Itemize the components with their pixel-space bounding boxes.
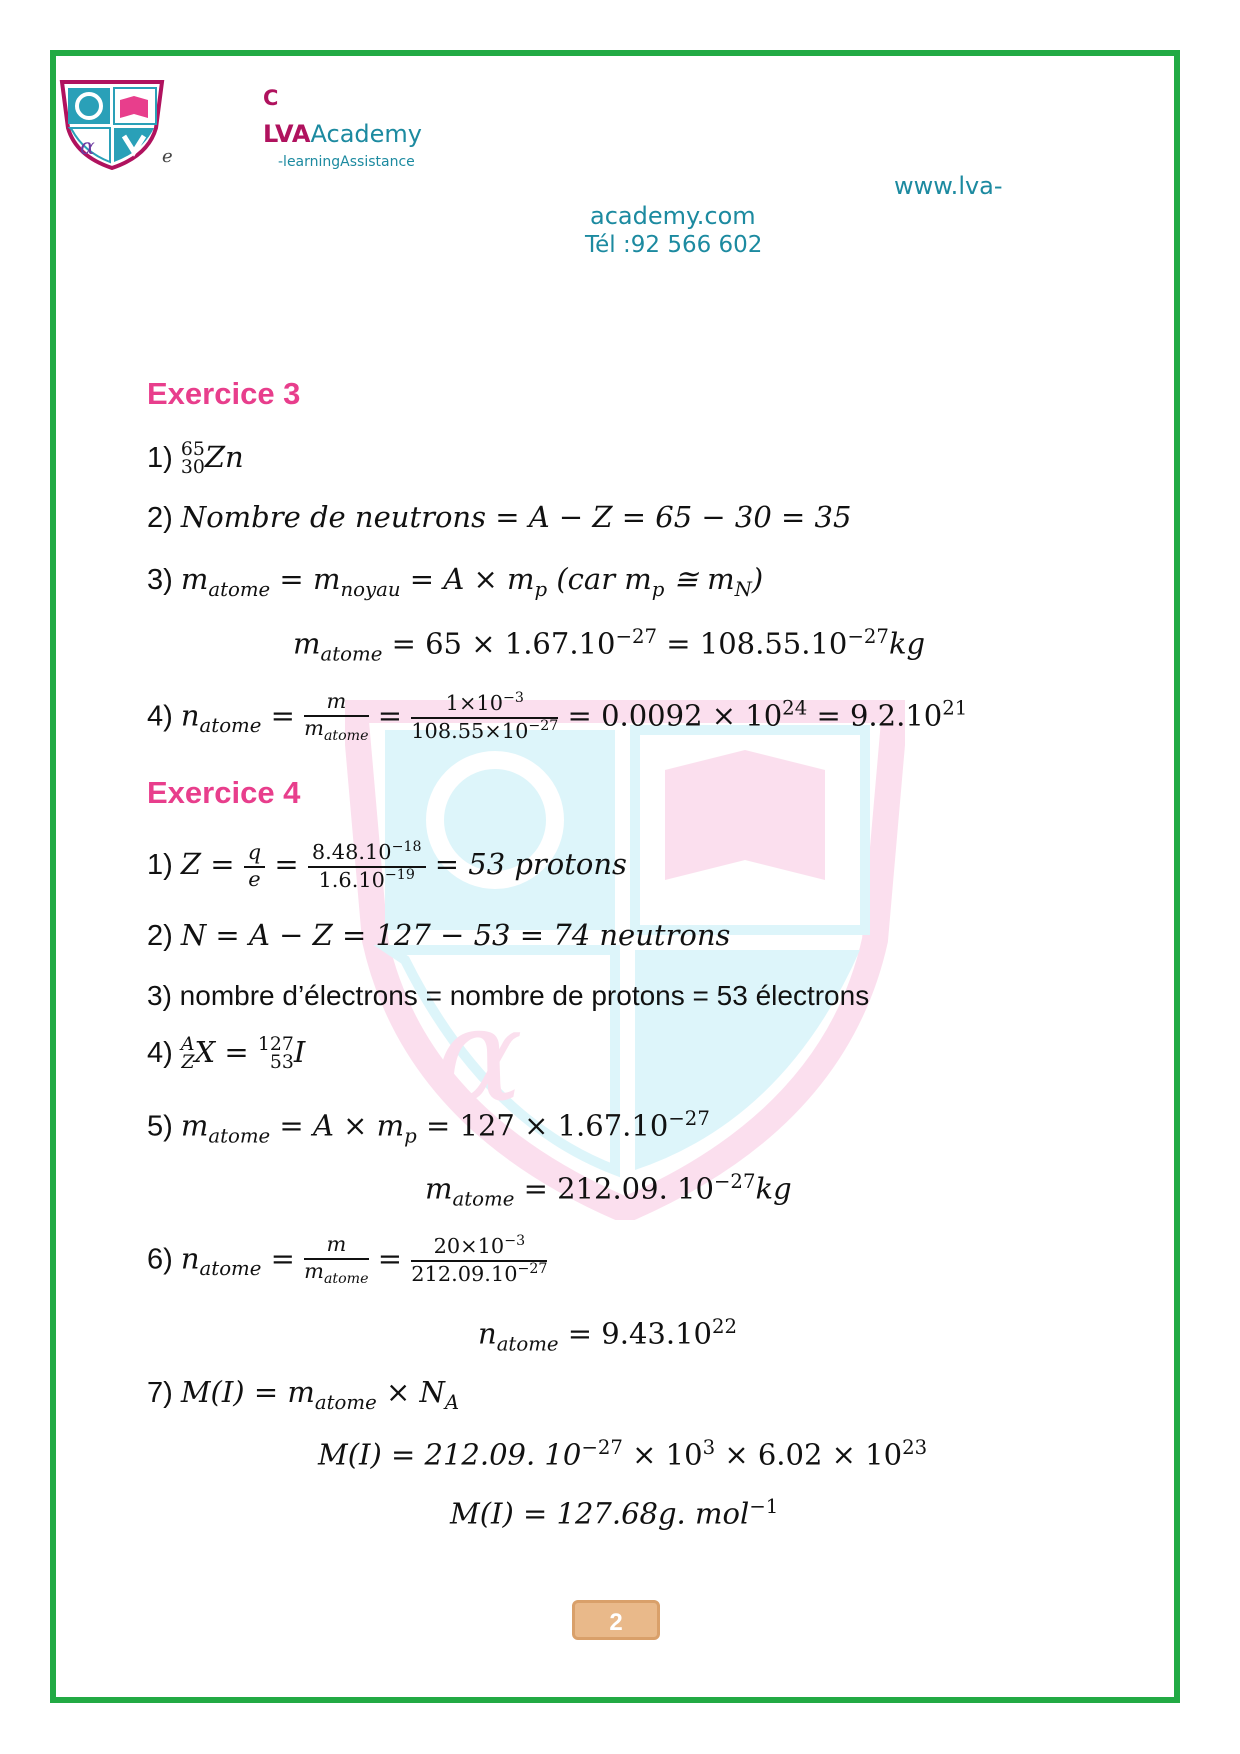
ex4-q5b-exp: −27 bbox=[713, 1170, 756, 1193]
ex4-q1-prefix: 1) bbox=[147, 848, 181, 881]
website-part2: academy.com bbox=[590, 202, 756, 230]
ex4-q6-lhs: n bbox=[180, 1241, 200, 1276]
phone-number: Tél :92 566 602 bbox=[585, 232, 763, 258]
ex3-q2 bbox=[147, 500, 851, 535]
ex4-q7-m: m bbox=[287, 1375, 315, 1409]
ex3-q4-lhs-sub: atome bbox=[199, 714, 262, 738]
ex4-q1-frac1-bot: e bbox=[248, 866, 261, 891]
ex4-q5-lhs: m bbox=[180, 1108, 209, 1143]
ex3-q4-res2: = 9.2.10 bbox=[807, 698, 943, 733]
ex4-q3: 3) nombre d’électrons = nombre de protons = 53 électrons bbox=[147, 980, 870, 1011]
ex3-q3-lhs-sub: atome bbox=[208, 577, 271, 601]
ex3-q3-approx: ≅ m bbox=[664, 562, 735, 596]
ex4-q2 bbox=[147, 918, 730, 953]
ex4-q6b-lhs-sub: atome bbox=[496, 1332, 559, 1356]
ex4-q7b-text: M(I) = 212.09. 10 bbox=[318, 1437, 582, 1472]
ex4-q1-frac1 bbox=[244, 841, 265, 891]
ex4-q6-frac1-bot-sub: atome bbox=[323, 1271, 369, 1288]
ex3-q3-paren: (car m bbox=[547, 562, 652, 596]
ex4-q7c-text: M(I) = 127.68 bbox=[450, 1496, 658, 1531]
ex4-q5b-text: = 212.09. 10 bbox=[514, 1171, 714, 1206]
ex3-q4-frac2 bbox=[411, 691, 558, 743]
ex3-q3-eq1: = m bbox=[270, 562, 341, 596]
ex4-q5-p-sub: p bbox=[404, 1124, 417, 1148]
ex4-q5-lhs-sub: atome bbox=[208, 1124, 271, 1148]
ex3-q3b-exp1: −27 bbox=[615, 625, 658, 648]
ex3-q4-frac2-bot: 108.55×10 bbox=[411, 719, 529, 744]
ex4-q1-frac2-top: 8.48.10 bbox=[311, 839, 392, 864]
ex3-q3-eq2: = A × m bbox=[400, 562, 535, 596]
ex4-q7-prefix: 7) bbox=[147, 1377, 181, 1409]
svg-text:α: α bbox=[80, 135, 95, 160]
ex3-q3b bbox=[293, 625, 925, 665]
brand-letter-c: C bbox=[263, 86, 279, 110]
ex4-q1-frac1-top: q bbox=[244, 841, 265, 868]
ex3-q4-res2-exp: 21 bbox=[942, 696, 968, 720]
ex4-q6-frac1-bot: m bbox=[304, 1258, 324, 1283]
ex3-q4-frac1-bot: m bbox=[304, 715, 324, 740]
ex4-q4-a2: 127 bbox=[257, 1034, 294, 1056]
brand-academy: Academy bbox=[310, 120, 422, 148]
ex3-q3-lhs: m bbox=[180, 562, 209, 596]
ex4-q6b-exp: 22 bbox=[712, 1315, 738, 1338]
ex4-q1: 1) Z = $\frac{q}{e}$ = $\frac{8.48.10^{-18}}{1.6.10^{-19}}$ = 53 protons bbox=[147, 839, 627, 892]
ex4-q5b-lhs-sub: atome bbox=[452, 1187, 515, 1211]
ex4-q4-iso2 bbox=[258, 1036, 294, 1072]
ex3-q1-z: 30 bbox=[180, 457, 205, 478]
brand-e: e bbox=[162, 146, 173, 167]
ex3-q4-frac1-top: m bbox=[304, 690, 368, 717]
brand-lva: LVA bbox=[263, 120, 311, 148]
ex4-q5-prefix: 5) bbox=[147, 1110, 181, 1143]
ex4-q4-eq: = bbox=[215, 1035, 258, 1069]
ex3-q3b-text: = 65 × 1.67.10 bbox=[382, 626, 616, 661]
ex4-q4-z2: 53 bbox=[269, 1052, 294, 1073]
ex4-q6b bbox=[478, 1315, 737, 1355]
ex4-q5-text2: = 127 × 1.67.10 bbox=[416, 1108, 669, 1143]
ex3-q4-frac2-bot-exp: −27 bbox=[528, 718, 559, 735]
ex4-q1-frac2 bbox=[308, 840, 426, 892]
ex3-q3-n-sub: N bbox=[734, 577, 752, 601]
ex4-q6-frac1-top: m bbox=[304, 1233, 368, 1260]
ex3-q4-frac2-top-exp: −3 bbox=[503, 690, 524, 707]
ex4-q7b-exp2: 3 bbox=[702, 1436, 716, 1459]
exercice3-title: Exercice 3 bbox=[147, 376, 301, 411]
svg-text:α: α bbox=[435, 979, 523, 1131]
ex4-q7b-exp1: −27 bbox=[581, 1436, 623, 1459]
ex3-q4-frac1 bbox=[304, 690, 368, 745]
ex4-q7-text: × N bbox=[376, 1375, 445, 1409]
ex4-q1-lhs: Z bbox=[180, 846, 201, 881]
ex4-q4-symbol: I bbox=[293, 1035, 306, 1069]
ex4-q1-frac2-top-exp: −18 bbox=[391, 839, 422, 855]
ex4-q2-prefix: 2) bbox=[147, 920, 181, 952]
ex3-q3-prefix: 3) bbox=[147, 564, 181, 596]
ex4-q5-exp: −27 bbox=[668, 1107, 710, 1130]
ex4-q6-frac2-bot-exp: −27 bbox=[517, 1261, 548, 1278]
brand-tagline: -learningAssistance bbox=[278, 154, 415, 170]
ex4-q7c bbox=[450, 1495, 778, 1531]
ex3-q3b-lhs: m bbox=[293, 626, 321, 661]
website-part1: www.lva- bbox=[894, 172, 1003, 200]
ex4-q6-frac2-top-exp: −3 bbox=[504, 1233, 526, 1250]
ex3-q4-prefix: 4) bbox=[147, 700, 181, 733]
page-number-badge: 2 bbox=[572, 1600, 660, 1640]
ex4-q7-m-sub: atome bbox=[314, 1390, 377, 1414]
ex3-q3-close: ) bbox=[751, 562, 764, 596]
ex3-q2-text: Nombre de neutrons = A − Z = 65 − 30 = 35 bbox=[180, 500, 852, 534]
ex4-q6-frac2-bot: 212.09.10 bbox=[411, 1262, 518, 1287]
ex3-q4: 4) $n_{atome}$ = m $m_{atome}$ = $\frac{1\times 10^{-3}}{108.55\times 10^{-27}}$ = $0.0092 \times 10^{24} = 9.2.10^{21}$ bbox=[147, 689, 968, 745]
ex3-q4-frac1-bot-sub: atome bbox=[323, 728, 369, 745]
ex4-q7b bbox=[318, 1436, 927, 1472]
ex4-q7-n-sub: A bbox=[444, 1390, 460, 1414]
ex4-q6-prefix: 6) bbox=[147, 1243, 181, 1276]
ex4-q5 bbox=[147, 1107, 710, 1147]
ex3-q3b-exp2: −27 bbox=[847, 625, 889, 648]
exercice4-title: Exercice 4 bbox=[147, 775, 301, 810]
ex4-q1-result: = 53 protons bbox=[425, 846, 627, 881]
ex3-q1-symbol: Zn bbox=[204, 440, 244, 474]
ex3-q3-noyau-sub: noyau bbox=[340, 577, 401, 601]
ex3-q3-p-sub2: p bbox=[651, 577, 665, 601]
ex4-q7b-text3: × 6.02 × 10 bbox=[715, 1437, 903, 1472]
ex4-q5-text: = A × m bbox=[270, 1108, 405, 1143]
ex4-q7 bbox=[147, 1375, 459, 1414]
ex3-q3-p-sub: p bbox=[534, 577, 548, 601]
ex3-q4-lhs: n bbox=[180, 698, 200, 733]
ex3-q4-res1-exp: 24 bbox=[782, 696, 808, 720]
ex4-q7-lhs: M(I) = bbox=[180, 1375, 288, 1409]
ex3-q1-iso bbox=[181, 441, 205, 477]
ex4-q7b-exp3: 23 bbox=[902, 1436, 928, 1459]
ex4-q6-frac2-top: 20×10 bbox=[433, 1234, 505, 1259]
ex4-q4-prefix: 4) bbox=[147, 1037, 181, 1069]
ex3-q3 bbox=[147, 562, 763, 601]
ex3-q1-prefix: 1) bbox=[147, 442, 181, 474]
ex4-q7b-text2: × 10 bbox=[622, 1437, 703, 1472]
ex4-q4 bbox=[147, 1035, 305, 1072]
ex3-q3b-lhs-sub: atome bbox=[320, 642, 383, 666]
ex3-q4-res1: = 0.0092 × 10 bbox=[558, 698, 783, 733]
ex4-q6-frac1 bbox=[304, 1233, 368, 1288]
ex4-q1-frac2-bot: 1.6.10 bbox=[318, 867, 385, 892]
ex3-q3b-text2: = 108.55.10 bbox=[657, 626, 848, 661]
ex4-q7c-unit: g. mol bbox=[657, 1496, 750, 1531]
ex4-q5b bbox=[425, 1170, 792, 1210]
brand-name bbox=[263, 120, 422, 148]
ex4-q6b-text: = 9.43.10 bbox=[558, 1316, 712, 1351]
ex4-q4-iso1 bbox=[181, 1036, 195, 1072]
ex4-q2-text: N = A − Z = 127 − 53 = 74 neutrons bbox=[180, 918, 731, 952]
ex4-q5b-lhs: m bbox=[425, 1171, 453, 1206]
ex3-q2-prefix: 2) bbox=[147, 502, 181, 534]
ex4-q6-lhs-sub: atome bbox=[199, 1257, 262, 1281]
ex4-q7c-exp: −1 bbox=[749, 1495, 779, 1518]
ex3-q1-a: 65 bbox=[180, 439, 205, 461]
ex4-q6: 6) $n_{atome}$ = m $m_{atome}$ = $\frac{20\times 10^{-3}}{212.09.10^{-27}}$ bbox=[147, 1232, 548, 1288]
ex4-q4-a: A bbox=[180, 1034, 195, 1056]
ex4-q6-frac2 bbox=[411, 1234, 547, 1286]
ex4-q1-frac2-bot-exp: −19 bbox=[384, 866, 415, 883]
ex3-q1 bbox=[147, 440, 244, 477]
ex3-q4-frac2-top: 1×10 bbox=[445, 691, 503, 716]
lva-logo bbox=[58, 78, 166, 170]
ex4-q4-x: X bbox=[194, 1035, 216, 1069]
ex4-q6b-lhs: n bbox=[478, 1316, 497, 1351]
ex4-q4-z: Z bbox=[181, 1052, 195, 1073]
ex4-q5b-unit: kg bbox=[755, 1171, 792, 1206]
ex3-q3b-unit: kg bbox=[888, 626, 926, 661]
